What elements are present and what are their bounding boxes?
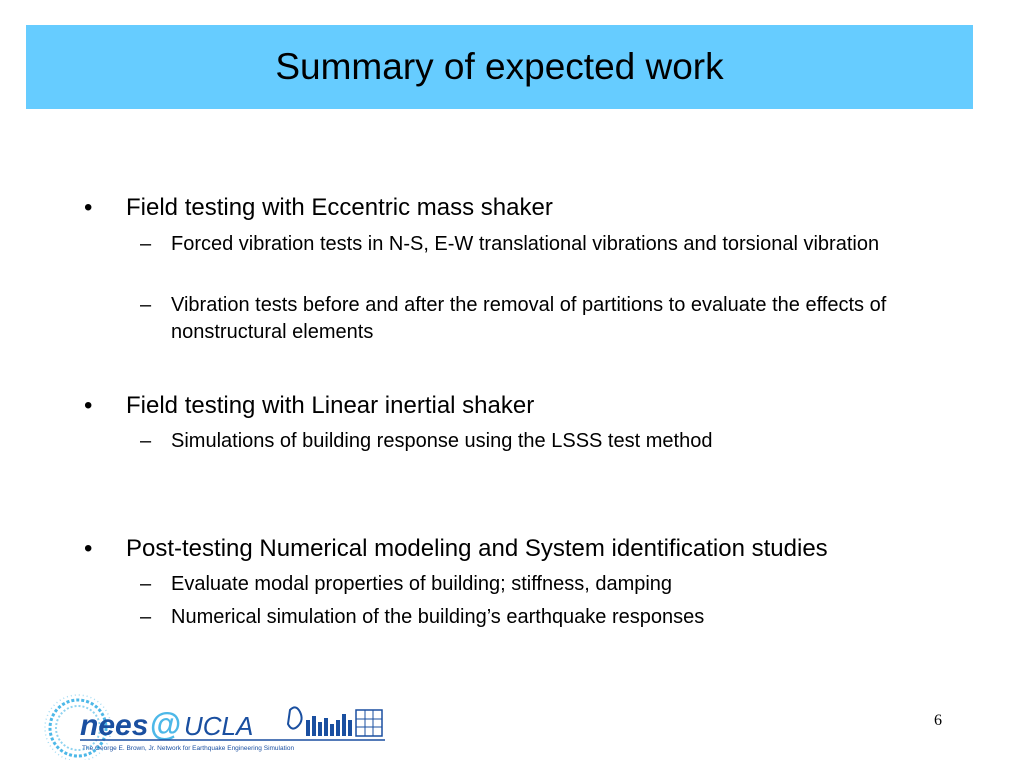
sub-bullet-item	[140, 292, 961, 346]
bullet-marker: •	[84, 535, 93, 562]
logo-ucla: UCLA	[184, 711, 254, 741]
building-graphic-icon	[288, 707, 382, 736]
title-bar	[26, 25, 973, 109]
sub-bullet-text: Numerical simulation of the building’s earthquake responses	[171, 606, 705, 628]
bullet-text: Field testing with Eccentric mass shaker	[126, 194, 553, 221]
sub-bullet-item	[140, 604, 961, 631]
sub-bullet-marker: –	[140, 233, 152, 255]
bullet-text: Field testing with Linear inertial shaker	[126, 392, 535, 419]
sub-bullet-marker: –	[140, 573, 152, 595]
bullet-marker: •	[84, 392, 93, 419]
sub-bullet-text: Vibration tests before and after the removal of partitions to evaluate the effects of nonstructural elements	[171, 294, 887, 343]
nees-ucla-logo	[40, 690, 390, 760]
bullet-text: Post-testing Numerical modeling and System identification studies	[126, 535, 828, 562]
bullet-marker: •	[84, 194, 93, 221]
sub-bullet-marker: –	[140, 294, 152, 316]
bullet-item	[84, 534, 828, 564]
sub-bullet-item	[140, 231, 961, 258]
sub-bullet-item	[140, 571, 961, 598]
bullet-item	[84, 193, 553, 223]
sub-bullet-text: Evaluate modal properties of building; stiffness, damping	[171, 573, 673, 595]
sub-bullet-item	[140, 428, 961, 455]
page-number: 6	[934, 712, 942, 729]
logo-nees: nees	[80, 709, 149, 742]
sub-bullet-text: Forced vibration tests in N-S, E-W translational vibrations and torsional vibration	[171, 233, 880, 255]
slide-title: Summary of expected work	[275, 46, 724, 87]
logo-tagline: The George E. Brown, Jr. Network for Earthquake Engineering Simulation	[82, 745, 295, 752]
sub-bullet-marker: –	[140, 430, 152, 452]
sub-bullet-text: Simulations of building response using the LSSS test method	[171, 430, 713, 452]
sub-bullet-marker: –	[140, 606, 152, 628]
bullet-item	[84, 391, 534, 421]
logo-at: @	[150, 706, 182, 742]
